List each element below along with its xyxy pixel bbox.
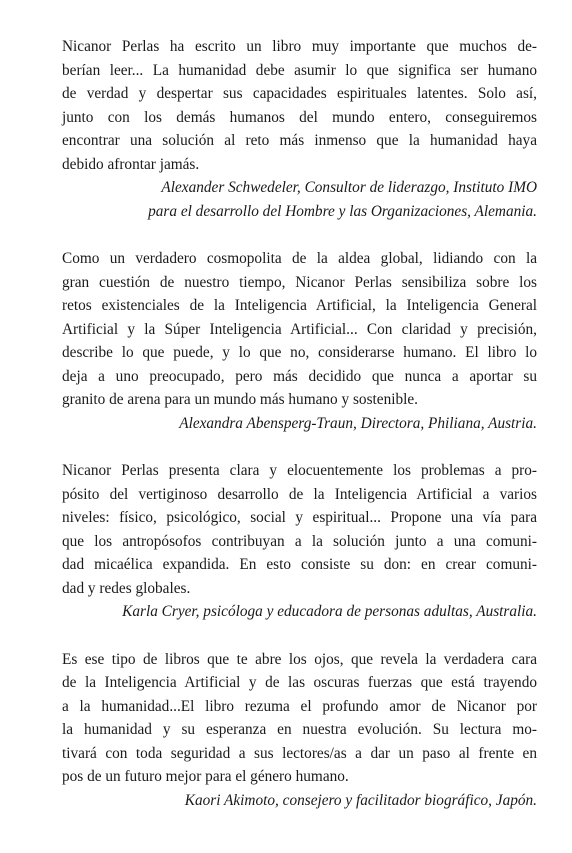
text-line: a la humanidad...El libro rezuma el profundo amor de Nicanor por [62, 697, 537, 715]
text-line: encontrar una solución al reto más inmenso que la humanidad haya [62, 132, 537, 149]
testimonial-attribution [62, 412, 537, 436]
text-line: retos existenciales de la Inteligencia Artificial, la Inteligencia General [62, 297, 537, 314]
text-line: describe lo que puede, y lo que no, considerarse humano. El libro lo [62, 344, 537, 361]
text-line: Artificial y la Súper Inteligencia Artificial... Con claridad y precisión, [62, 320, 537, 338]
testimonial-text [62, 35, 537, 176]
text-line: la humanidad y su esperanza en nuestra evolución. Su lectura mo- [62, 721, 537, 738]
text-line: gran cuestión de nuestro tiempo, Nicanor Perlas sensibiliza sobre los [62, 273, 537, 291]
attribution-line: Karla Cryer, psicóloga y educadora de personas adultas, Australia. [122, 603, 537, 620]
testimonial-text [62, 247, 537, 412]
testimonial [62, 648, 537, 813]
text-line: pósito del vertiginoso desarrollo de la Inteligencia Artificial a varios [62, 485, 537, 503]
text-line: debido afrontar jamás. [62, 155, 200, 173]
text-line: niveles: físico, psicológico, social y espiritual... Propone una vía para [62, 509, 537, 526]
testimonial-attribution [62, 789, 537, 813]
testimonial [62, 35, 537, 223]
text-line: berían leer... La humanidad debe asumir lo que significa ser humano [62, 61, 537, 79]
text-line: junto con los demás humanos del mundo entero, conseguiremos [62, 108, 537, 126]
attribution-line: para el desarrollo del Hombre y las Organizaciones, Alemania. [148, 202, 537, 220]
attribution-line: Alexandra Abensperg-Traun, Directora, Philiana, Austria. [179, 414, 537, 432]
text-line: Nicanor Perlas presenta clara y elocuentemente los problemas a pro- [62, 462, 537, 479]
text-line: Nicanor Perlas ha escrito un libro muy importante que muchos de- [62, 38, 537, 55]
testimonial [62, 247, 537, 435]
text-line: dad y redes globales. [62, 579, 191, 597]
testimonial-attribution [62, 176, 537, 223]
testimonial [62, 459, 537, 624]
text-line: pos de un futuro mejor para el género humano. [62, 768, 349, 785]
text-line: de verdad y despertar sus capacidades espirituales latentes. Solo así, [62, 85, 537, 102]
attribution-line: Alexander Schwedeler, Consultor de liderazgo, Instituto IMO [161, 179, 537, 196]
text-line: deja a uno preocupado, pero más decidido que nunca a aportar su [62, 367, 537, 385]
testimonial-attribution [62, 600, 537, 624]
text-line: de la Inteligencia Artificial y de las oscuras fuerzas que está trayendo [62, 674, 537, 691]
text-line: Como un verdadero cosmopolita de la aldea global, lidiando con la [62, 250, 537, 267]
testimonial-text [62, 459, 537, 600]
text-line: tivará con toda seguridad a sus lectores/as a dar un paso al frente en [62, 744, 537, 762]
text-line: granito de arena para un mundo más humano y sostenible. [62, 391, 418, 408]
testimonial-text [62, 648, 537, 789]
text-line: dad micaélica expandida. En esto consiste su don: en crear comuni- [62, 556, 537, 573]
attribution-line: Kaori Akimoto, consejero y facilitador biográfico, Japón. [184, 791, 537, 809]
text-line: Es ese tipo de libros que te abre los ojos, que revela la verdadera cara [62, 650, 537, 668]
text-line: que los antropósofos contribuyan a la solución junto a una comuni- [62, 532, 537, 550]
